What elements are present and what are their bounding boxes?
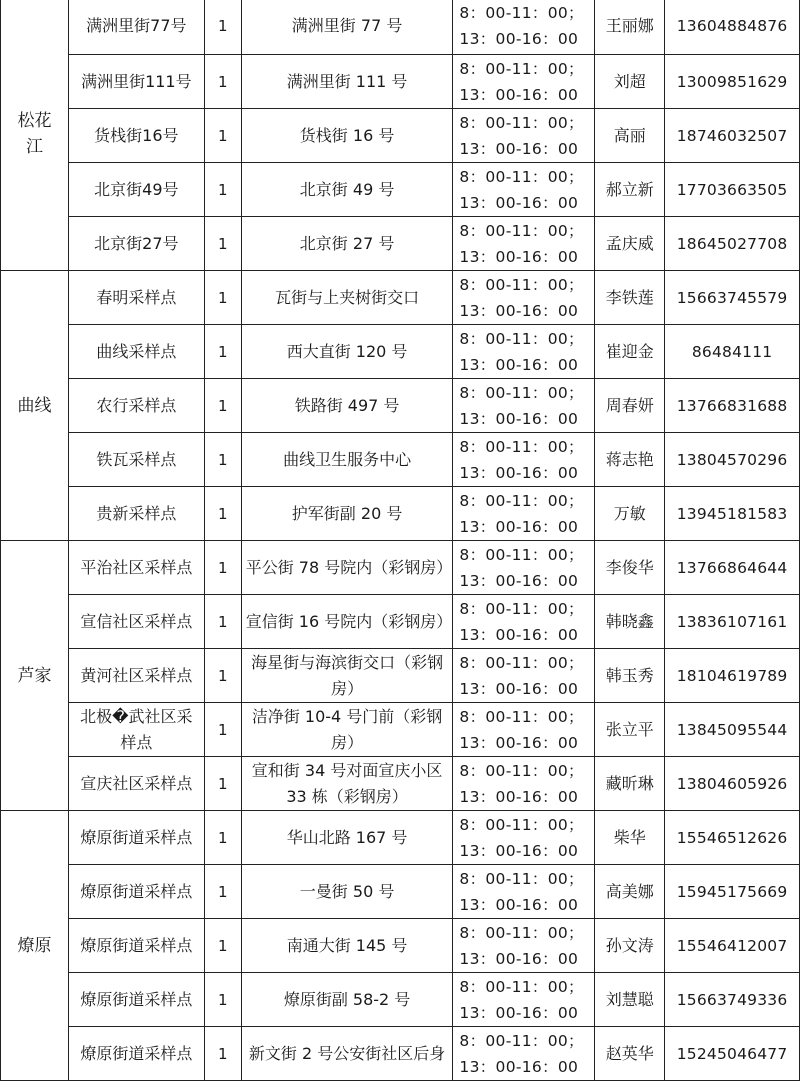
site-name-cell: 宣信社区采样点: [68, 595, 204, 649]
contact-cell: 赵英华: [595, 1027, 665, 1081]
table-row: [1, 487, 800, 541]
time-cell: [453, 0, 595, 55]
table-row: [1, 649, 800, 703]
count-cell: 1: [204, 271, 241, 325]
time-afternoon: 13：00-16：00: [459, 517, 579, 536]
time-morning: 8：00-11：00；: [459, 275, 584, 294]
table-row: [1, 541, 800, 595]
table-row: [1, 595, 800, 649]
address-cell: 燎原街副 58-2 号: [241, 973, 453, 1027]
time-cell: [453, 757, 595, 811]
district-cell: 燎原: [1, 811, 69, 1081]
time-morning: 8：00-11：00；: [459, 1031, 584, 1050]
table-row: [1, 433, 800, 487]
table-row: [1, 757, 800, 811]
count-cell: 1: [204, 55, 241, 109]
time-afternoon: 13：00-16：00: [459, 787, 579, 806]
table-row: [1, 217, 800, 271]
phone-cell: 15546412007: [665, 919, 800, 973]
count-cell: 1: [204, 865, 241, 919]
site-name-cell: 燎原街道采样点: [68, 919, 204, 973]
time-cell: [453, 325, 595, 379]
time-morning: 8：00-11：00；: [459, 113, 584, 132]
contact-cell: 李铁莲: [595, 271, 665, 325]
address-cell: 满洲里街 77 号: [241, 0, 453, 55]
time-morning: 8：00-11：00；: [459, 977, 584, 996]
site-name-cell: 北京街49号: [68, 163, 204, 217]
time-afternoon: 13：00-16：00: [459, 139, 579, 158]
time-morning: 8：00-11：00；: [459, 869, 584, 888]
time-afternoon: 13：00-16：00: [459, 841, 579, 860]
time-afternoon: 13：00-16：00: [459, 355, 579, 374]
site-name-cell: 燎原街道采样点: [68, 865, 204, 919]
address-cell: 西大直街 120 号: [241, 325, 453, 379]
time-morning: 8：00-11：00；: [459, 3, 584, 22]
phone-cell: 13804570296: [665, 433, 800, 487]
time-morning: 8：00-11：00；: [459, 545, 584, 564]
count-cell: 1: [204, 973, 241, 1027]
address-cell: 宣信街 16 号院内（彩钢房）: [241, 595, 453, 649]
time-cell: [453, 703, 595, 757]
phone-cell: 13804605926: [665, 757, 800, 811]
contact-cell: 蒋志艳: [595, 433, 665, 487]
count-cell: 1: [204, 1027, 241, 1081]
count-cell: 1: [204, 811, 241, 865]
count-cell: 1: [204, 541, 241, 595]
contact-cell: 韩晓鑫: [595, 595, 665, 649]
phone-cell: 13766864644: [665, 541, 800, 595]
time-afternoon: 13：00-16：00: [459, 247, 579, 266]
table-row: [1, 919, 800, 973]
table-row: [1, 865, 800, 919]
address-cell: 一曼街 50 号: [241, 865, 453, 919]
address-cell: 北京街 49 号: [241, 163, 453, 217]
phone-cell: 13836107161: [665, 595, 800, 649]
table-row: [1, 109, 800, 163]
time-morning: 8：00-11：00；: [459, 923, 584, 942]
count-cell: 1: [204, 487, 241, 541]
site-name-cell: 曲线采样点: [68, 325, 204, 379]
time-afternoon: 13：00-16：00: [459, 301, 579, 320]
address-cell: 货栈街 16 号: [241, 109, 453, 163]
time-morning: 8：00-11：00；: [459, 383, 584, 402]
time-cell: [453, 973, 595, 1027]
table-row: [1, 1027, 800, 1081]
count-cell: 1: [204, 109, 241, 163]
address-cell: 瓦街与上夹树街交口: [241, 271, 453, 325]
count-cell: 1: [204, 433, 241, 487]
count-cell: 1: [204, 919, 241, 973]
phone-cell: 13009851629: [665, 55, 800, 109]
time-cell: [453, 541, 595, 595]
time-cell: [453, 811, 595, 865]
site-name-cell: 货栈街16号: [68, 109, 204, 163]
count-cell: 1: [204, 0, 241, 55]
district-cell: 芦家: [1, 541, 69, 811]
address-cell: 北京街 27 号: [241, 217, 453, 271]
time-afternoon: 13：00-16：00: [459, 625, 579, 644]
time-cell: [453, 649, 595, 703]
address-cell: 宣和街 34 号对面宣庆小区 33 栋（彩钢房）: [241, 757, 453, 811]
count-cell: 1: [204, 325, 241, 379]
table-row: [1, 379, 800, 433]
contact-cell: 藏昕琳: [595, 757, 665, 811]
phone-cell: 15663745579: [665, 271, 800, 325]
time-cell: [453, 1027, 595, 1081]
time-afternoon: 13：00-16：00: [459, 193, 579, 212]
time-afternoon: 13：00-16：00: [459, 1003, 579, 1022]
address-cell: 满洲里街 111 号: [241, 55, 453, 109]
time-morning: 8：00-11：00；: [459, 653, 584, 672]
time-morning: 8：00-11：00；: [459, 167, 584, 186]
table-row: [1, 325, 800, 379]
phone-cell: 15663749336: [665, 973, 800, 1027]
district-cell: 松花江: [1, 0, 69, 271]
time-cell: [453, 865, 595, 919]
contact-cell: 刘超: [595, 55, 665, 109]
table-row: [1, 163, 800, 217]
phone-cell: 13766831688: [665, 379, 800, 433]
time-morning: 8：00-11：00；: [459, 59, 584, 78]
table-row: [1, 55, 800, 109]
time-afternoon: 13：00-16：00: [459, 571, 579, 590]
time-afternoon: 13：00-16：00: [459, 1057, 579, 1076]
count-cell: 1: [204, 703, 241, 757]
site-name-cell: 黄河社区采样点: [68, 649, 204, 703]
phone-cell: 15245046477: [665, 1027, 800, 1081]
address-cell: 护军街副 20 号: [241, 487, 453, 541]
time-afternoon: 13：00-16：00: [459, 85, 579, 104]
time-cell: [453, 595, 595, 649]
address-cell: 海星街与海滨街交口（彩钢房）: [241, 649, 453, 703]
time-afternoon: 13：00-16：00: [459, 463, 579, 482]
time-afternoon: 13：00-16：00: [459, 409, 579, 428]
table-row: [1, 0, 800, 55]
contact-cell: 万敏: [595, 487, 665, 541]
site-name-cell: 燎原街道采样点: [68, 973, 204, 1027]
site-name-cell: 贵新采样点: [68, 487, 204, 541]
time-afternoon: 13：00-16：00: [459, 949, 579, 968]
site-name-cell: 满洲里街77号: [68, 0, 204, 55]
time-afternoon: 13：00-16：00: [459, 29, 579, 48]
count-cell: 1: [204, 595, 241, 649]
site-name-cell: 北极�武社区采样点: [68, 703, 204, 757]
contact-cell: 李俊华: [595, 541, 665, 595]
site-name-cell: 农行采样点: [68, 379, 204, 433]
site-name-cell: 平治社区采样点: [68, 541, 204, 595]
contact-cell: 高美娜: [595, 865, 665, 919]
contact-cell: 柴华: [595, 811, 665, 865]
site-name-cell: 春明采样点: [68, 271, 204, 325]
contact-cell: 孙文涛: [595, 919, 665, 973]
time-cell: [453, 379, 595, 433]
address-cell: 新文街 2 号公安街社区后身: [241, 1027, 453, 1081]
contact-cell: 王丽娜: [595, 0, 665, 55]
time-morning: 8：00-11：00；: [459, 599, 584, 618]
contact-cell: 周春妍: [595, 379, 665, 433]
phone-cell: 15546512626: [665, 811, 800, 865]
time-cell: [453, 55, 595, 109]
time-afternoon: 13：00-16：00: [459, 679, 579, 698]
time-morning: 8：00-11：00；: [459, 761, 584, 780]
time-cell: [453, 109, 595, 163]
time-cell: [453, 487, 595, 541]
time-cell: [453, 919, 595, 973]
site-name-cell: 铁瓦采样点: [68, 433, 204, 487]
time-morning: 8：00-11：00；: [459, 491, 584, 510]
contact-cell: 崔迎金: [595, 325, 665, 379]
site-name-cell: 宣庆社区采样点: [68, 757, 204, 811]
time-morning: 8：00-11：00；: [459, 329, 584, 348]
time-cell: [453, 433, 595, 487]
phone-cell: 18104619789: [665, 649, 800, 703]
contact-cell: 韩玉秀: [595, 649, 665, 703]
phone-cell: 18746032507: [665, 109, 800, 163]
contact-cell: 高丽: [595, 109, 665, 163]
phone-cell: 13604884876: [665, 0, 800, 55]
count-cell: 1: [204, 649, 241, 703]
contact-cell: 刘慧聪: [595, 973, 665, 1027]
time-morning: 8：00-11：00；: [459, 815, 584, 834]
table-row: [1, 811, 800, 865]
address-cell: 华山北路 167 号: [241, 811, 453, 865]
table-row: [1, 973, 800, 1027]
contact-cell: 孟庆威: [595, 217, 665, 271]
time-afternoon: 13：00-16：00: [459, 895, 579, 914]
phone-cell: 86484111: [665, 325, 800, 379]
address-cell: 铁路街 497 号: [241, 379, 453, 433]
count-cell: 1: [204, 379, 241, 433]
phone-cell: 17703663505: [665, 163, 800, 217]
address-cell: 平公街 78 号院内（彩钢房）: [241, 541, 453, 595]
address-cell: 曲线卫生服务中心: [241, 433, 453, 487]
phone-cell: 15945175669: [665, 865, 800, 919]
district-cell: 曲线: [1, 271, 69, 541]
count-cell: 1: [204, 163, 241, 217]
phone-cell: 13945181583: [665, 487, 800, 541]
phone-cell: 18645027708: [665, 217, 800, 271]
address-cell: 洁净街 10-4 号门前（彩钢房）: [241, 703, 453, 757]
site-name-cell: 燎原街道采样点: [68, 1027, 204, 1081]
address-cell: 南通大街 145 号: [241, 919, 453, 973]
contact-cell: 张立平: [595, 703, 665, 757]
site-name-cell: 满洲里街111号: [68, 55, 204, 109]
time-cell: [453, 217, 595, 271]
site-name-cell: 北京街27号: [68, 217, 204, 271]
table-row: [1, 703, 800, 757]
site-name-cell: 燎原街道采样点: [68, 811, 204, 865]
time-morning: 8：00-11：00；: [459, 437, 584, 456]
count-cell: 1: [204, 217, 241, 271]
time-morning: 8：00-11：00；: [459, 707, 584, 726]
time-cell: [453, 163, 595, 217]
count-cell: 1: [204, 757, 241, 811]
time-morning: 8：00-11：00；: [459, 221, 584, 240]
time-cell: [453, 271, 595, 325]
time-afternoon: 13：00-16：00: [459, 733, 579, 752]
table-row: [1, 271, 800, 325]
phone-cell: 13845095544: [665, 703, 800, 757]
contact-cell: 郝立新: [595, 163, 665, 217]
